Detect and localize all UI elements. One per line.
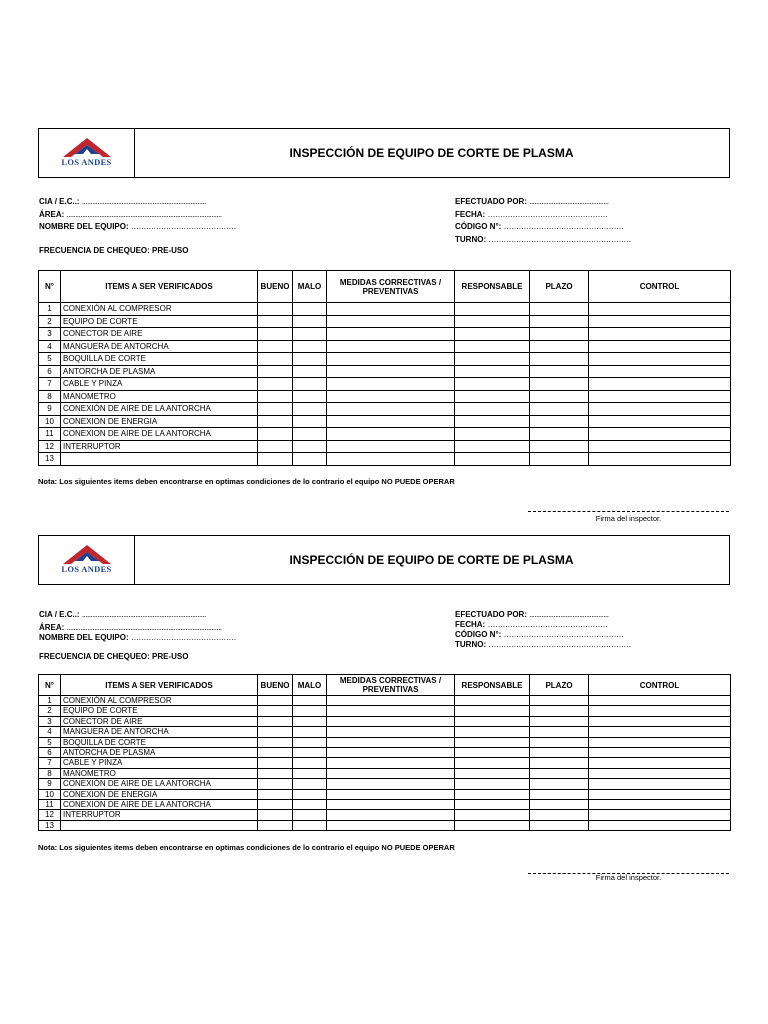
cell-control[interactable]: [589, 390, 731, 403]
cell-responsible[interactable]: [455, 328, 530, 341]
cell-bad[interactable]: [293, 453, 327, 466]
cell-deadline[interactable]: [530, 758, 589, 768]
row-item: CONEXION DE ENERGIA: [61, 789, 258, 799]
cell-responsible[interactable]: [455, 789, 530, 799]
row-number: 5: [39, 737, 61, 747]
cell-corrective-measures[interactable]: [327, 365, 455, 378]
cell-control[interactable]: [589, 315, 731, 328]
operating-note: Nota: Los siguientes items deben encontrarse en optimas condiciones de lo contrario el equipo NO PUEDE OPERAR: [38, 477, 455, 486]
cell-corrective-measures[interactable]: [327, 800, 455, 810]
row-item: INTERRUPTOR: [61, 810, 258, 820]
row-number: 3: [39, 716, 61, 726]
cell-bad[interactable]: [293, 365, 327, 378]
col-items: ITEMS A SER VERIFICADOS: [61, 271, 258, 303]
cell-deadline[interactable]: [530, 365, 589, 378]
row-item: BOQUILLA DE CORTE: [61, 737, 258, 747]
table-header-row: [39, 675, 731, 696]
table-row: [39, 800, 731, 810]
cell-responsible[interactable]: [455, 453, 530, 466]
cell-responsible[interactable]: [455, 820, 530, 830]
cell-corrective-measures[interactable]: [327, 440, 455, 453]
cell-corrective-measures[interactable]: [327, 768, 455, 778]
field-equipment-name[interactable]: NOMBRE DEL EQUIPO: ……………………………………: [39, 632, 236, 642]
row-number: 2: [39, 706, 61, 716]
cell-deadline[interactable]: [530, 340, 589, 353]
cell-corrective-measures[interactable]: [327, 390, 455, 403]
table-row: [39, 789, 731, 799]
cell-good[interactable]: [258, 758, 293, 768]
cell-deadline[interactable]: [530, 779, 589, 789]
row-item: MANOMETRO: [61, 390, 258, 403]
table-header-row: [39, 271, 731, 303]
cell-bad[interactable]: [293, 390, 327, 403]
check-frequency: FRECUENCIA DE CHEQUEO: PRE-USO: [39, 652, 189, 661]
operating-note: Nota: Los siguientes items deben encontrarse en optimas condiciones de lo contrario el equipo NO PUEDE OPERAR: [38, 843, 455, 852]
col-corrective-measures: MEDIDAS CORRECTIVAS / PREVENTIVAS: [327, 271, 455, 303]
col-bad: MALO: [293, 271, 327, 303]
cell-corrective-measures[interactable]: [327, 696, 455, 706]
row-number: 4: [39, 727, 61, 737]
row-item: CONEXIÓN DE AIRE DE LA ANTORCHA: [61, 403, 258, 416]
cell-bad[interactable]: [293, 716, 327, 726]
table-row: [39, 768, 731, 778]
cell-corrective-measures[interactable]: [327, 758, 455, 768]
row-item: CONEXIÓN DE AIRE DE LA ANTORCHA: [61, 779, 258, 789]
table-row: [39, 390, 731, 403]
cell-deadline[interactable]: [530, 727, 589, 737]
cell-good[interactable]: [258, 340, 293, 353]
cell-corrective-measures[interactable]: [327, 706, 455, 716]
logo-text: LOS ANDES: [61, 564, 112, 574]
cell-good[interactable]: [258, 378, 293, 391]
cell-deadline[interactable]: [530, 748, 589, 758]
cell-good[interactable]: [258, 353, 293, 366]
cell-deadline[interactable]: [530, 820, 589, 830]
row-number: 1: [39, 303, 61, 316]
col-corrective-measures: MEDIDAS CORRECTIVAS / PREVENTIVAS: [327, 675, 455, 696]
cell-deadline[interactable]: [530, 378, 589, 391]
field-equipment-name[interactable]: NOMBRE DEL EQUIPO: ……………………………………: [39, 222, 236, 231]
cell-responsible[interactable]: [455, 810, 530, 820]
row-item: CONEXION DE AIRE DE LA ANTORCHA: [61, 800, 258, 810]
row-item: MANOMETRO: [61, 768, 258, 778]
field-code[interactable]: CÓDIGO N°: …………………………………………: [455, 222, 624, 231]
cell-deadline[interactable]: [530, 810, 589, 820]
cell-responsible[interactable]: [455, 696, 530, 706]
cell-good[interactable]: [258, 303, 293, 316]
cell-good[interactable]: [258, 706, 293, 716]
cell-deadline[interactable]: [530, 428, 589, 441]
cell-control[interactable]: [589, 403, 731, 416]
row-number: 2: [39, 315, 61, 328]
cell-good[interactable]: [258, 737, 293, 747]
cell-deadline[interactable]: [530, 353, 589, 366]
row-number: 12: [39, 810, 61, 820]
table-row: [39, 440, 731, 453]
cell-good[interactable]: [258, 315, 293, 328]
cell-bad[interactable]: [293, 403, 327, 416]
cell-deadline[interactable]: [530, 696, 589, 706]
cell-control[interactable]: [589, 820, 731, 830]
cell-responsible[interactable]: [455, 440, 530, 453]
row-number: 6: [39, 365, 61, 378]
field-shift[interactable]: TURNO: …………………………………………………: [455, 234, 631, 244]
cell-control[interactable]: [589, 328, 731, 341]
row-number: 9: [39, 779, 61, 789]
right-info-fields: [455, 609, 631, 652]
row-item: CONEXIÓN AL COMPRESOR: [61, 696, 258, 706]
field-shift[interactable]: TURNO: …………………………………………………: [455, 640, 631, 649]
cell-responsible[interactable]: [455, 758, 530, 768]
table-row: [39, 428, 731, 441]
cell-good[interactable]: [258, 415, 293, 428]
field-area[interactable]: ÁREA: ..........................................................................................: [39, 209, 222, 219]
cell-corrective-measures[interactable]: [327, 820, 455, 830]
cell-bad[interactable]: [293, 315, 327, 328]
cell-corrective-measures[interactable]: [327, 415, 455, 428]
cell-corrective-measures[interactable]: [327, 403, 455, 416]
company-logo: [39, 536, 135, 584]
cell-good[interactable]: [258, 748, 293, 758]
row-item: INTERRUPTOR: [61, 440, 258, 453]
col-control: CONTROL: [589, 675, 731, 696]
cell-control[interactable]: [589, 716, 731, 726]
cell-bad[interactable]: [293, 810, 327, 820]
cell-corrective-measures[interactable]: [327, 789, 455, 799]
cell-bad[interactable]: [293, 706, 327, 716]
cell-good[interactable]: [258, 453, 293, 466]
cell-control[interactable]: [589, 378, 731, 391]
cell-deadline[interactable]: [530, 789, 589, 799]
cell-control[interactable]: [589, 748, 731, 758]
cell-bad[interactable]: [293, 303, 327, 316]
col-number: N°: [39, 271, 61, 303]
table-row: [39, 706, 731, 716]
col-number: N°: [39, 675, 61, 696]
cell-bad[interactable]: [293, 758, 327, 768]
cell-responsible[interactable]: [455, 779, 530, 789]
cell-responsible[interactable]: [455, 403, 530, 416]
cell-responsible[interactable]: [455, 415, 530, 428]
cell-deadline[interactable]: [530, 415, 589, 428]
cell-good[interactable]: [258, 716, 293, 726]
table-row: [39, 415, 731, 428]
cell-bad[interactable]: [293, 789, 327, 799]
cell-good[interactable]: [258, 696, 293, 706]
cell-control[interactable]: [589, 303, 731, 316]
checklist-table: [38, 674, 731, 831]
form-header: [38, 535, 730, 585]
row-item: CONEXION DE AIRE DE LA ANTORCHA: [61, 428, 258, 441]
row-number: 13: [39, 453, 61, 466]
table-row: [39, 696, 731, 706]
form-title: INSPECCIÓN DE EQUIPO DE CORTE DE PLASMA: [289, 553, 574, 567]
cell-control[interactable]: [589, 789, 731, 799]
table-row: [39, 353, 731, 366]
row-item: EQUIPO DE CORTE: [61, 315, 258, 328]
cell-corrective-measures[interactable]: [327, 353, 455, 366]
row-item: MANGUERA DE ANTORCHA: [61, 340, 258, 353]
table-row: [39, 328, 731, 341]
cell-responsible[interactable]: [455, 748, 530, 758]
table-row: [39, 716, 731, 726]
row-number: 1: [39, 696, 61, 706]
cell-good[interactable]: [258, 779, 293, 789]
cell-responsible[interactable]: [455, 737, 530, 747]
cell-control[interactable]: [589, 353, 731, 366]
cell-good[interactable]: [258, 800, 293, 810]
cell-good[interactable]: [258, 328, 293, 341]
cell-corrective-measures[interactable]: [327, 378, 455, 391]
cell-responsible[interactable]: [455, 365, 530, 378]
cell-control[interactable]: [589, 440, 731, 453]
cell-corrective-measures[interactable]: [327, 303, 455, 316]
cell-deadline[interactable]: [530, 440, 589, 453]
cell-control[interactable]: [589, 800, 731, 810]
house-logo-icon: [62, 137, 112, 159]
cell-bad[interactable]: [293, 800, 327, 810]
cell-control[interactable]: [589, 340, 731, 353]
cell-good[interactable]: [258, 403, 293, 416]
row-number: 7: [39, 758, 61, 768]
cell-bad[interactable]: [293, 328, 327, 341]
signature-label: Firma del inspector.: [595, 873, 662, 882]
cell-bad[interactable]: [293, 737, 327, 747]
cell-corrective-measures[interactable]: [327, 428, 455, 441]
cell-bad[interactable]: [293, 779, 327, 789]
form-header: [38, 128, 730, 178]
table-row: [39, 748, 731, 758]
cell-corrective-measures[interactable]: [327, 727, 455, 737]
row-number: 3: [39, 328, 61, 341]
col-good: BUENO: [258, 675, 293, 696]
table-row: [39, 727, 731, 737]
cell-deadline[interactable]: [530, 768, 589, 778]
cell-corrective-measures[interactable]: [327, 810, 455, 820]
table-row: [39, 303, 731, 316]
row-item: CABLE Y PINZA: [61, 758, 258, 768]
cell-control[interactable]: [589, 365, 731, 378]
row-item: MANGUERA DE ANTORCHA: [61, 727, 258, 737]
company-logo: [39, 129, 135, 177]
cell-responsible[interactable]: [455, 390, 530, 403]
cell-bad[interactable]: [293, 428, 327, 441]
cell-control[interactable]: [589, 415, 731, 428]
row-item: CABLE Y PINZA: [61, 378, 258, 391]
cell-corrective-measures[interactable]: [327, 340, 455, 353]
col-deadline: PLAZO: [530, 675, 589, 696]
checklist-table: [38, 270, 731, 466]
cell-good[interactable]: [258, 768, 293, 778]
cell-responsible[interactable]: [455, 315, 530, 328]
check-frequency: FRECUENCIA DE CHEQUEO: PRE-USO: [39, 246, 189, 255]
cell-responsible[interactable]: [455, 800, 530, 810]
cell-deadline[interactable]: [530, 328, 589, 341]
cell-control[interactable]: [589, 758, 731, 768]
col-responsible: RESPONSABLE: [455, 271, 530, 303]
cell-good[interactable]: [258, 365, 293, 378]
cell-bad[interactable]: [293, 696, 327, 706]
row-item: [61, 820, 258, 830]
checklist-body: [39, 303, 731, 466]
cell-control[interactable]: [589, 737, 731, 747]
row-number: 13: [39, 820, 61, 830]
cell-control[interactable]: [589, 428, 731, 441]
cell-control[interactable]: [589, 779, 731, 789]
row-number: 5: [39, 353, 61, 366]
cell-bad[interactable]: [293, 415, 327, 428]
cell-responsible[interactable]: [455, 353, 530, 366]
col-responsible: RESPONSABLE: [455, 675, 530, 696]
left-info-fields: [39, 609, 236, 644]
table-row: [39, 820, 731, 830]
row-item: CONEXIÓN AL COMPRESOR: [61, 303, 258, 316]
cell-control[interactable]: [589, 696, 731, 706]
table-row: [39, 315, 731, 328]
cell-corrective-measures[interactable]: [327, 315, 455, 328]
cell-corrective-measures[interactable]: [327, 716, 455, 726]
cell-responsible[interactable]: [455, 727, 530, 737]
cell-responsible[interactable]: [455, 428, 530, 441]
row-number: 11: [39, 800, 61, 810]
cell-good[interactable]: [258, 727, 293, 737]
table-row: [39, 737, 731, 747]
row-item: [61, 453, 258, 466]
field-code[interactable]: CÓDIGO N°: …………………………………………: [455, 630, 624, 639]
cell-deadline[interactable]: [530, 315, 589, 328]
cell-good[interactable]: [258, 440, 293, 453]
cell-corrective-measures[interactable]: [327, 453, 455, 466]
signature-label: Firma del inspector.: [595, 514, 662, 523]
cell-control[interactable]: [589, 768, 731, 778]
row-item: CONEXION DE ENERGIA: [61, 415, 258, 428]
cell-corrective-measures[interactable]: [327, 748, 455, 758]
signature-line[interactable]: [528, 511, 729, 512]
row-number: 11: [39, 428, 61, 441]
cell-deadline[interactable]: [530, 716, 589, 726]
row-number: 10: [39, 789, 61, 799]
table-row: [39, 758, 731, 768]
cell-responsible[interactable]: [455, 303, 530, 316]
logo-text: LOS ANDES: [61, 157, 112, 167]
table-row: [39, 779, 731, 789]
cell-deadline[interactable]: [530, 303, 589, 316]
checklist-body: [39, 696, 731, 831]
cell-bad[interactable]: [293, 340, 327, 353]
cell-corrective-measures[interactable]: [327, 779, 455, 789]
cell-deadline[interactable]: [530, 737, 589, 747]
col-bad: MALO: [293, 675, 327, 696]
table-row: [39, 378, 731, 391]
field-performed-by[interactable]: EFECTUADO POR: ..............................................: [455, 610, 609, 619]
field-cia[interactable]: CIA / E.C..: ........................................................................: [39, 197, 206, 206]
cell-bad[interactable]: [293, 378, 327, 391]
cell-bad[interactable]: [293, 353, 327, 366]
cell-responsible[interactable]: [455, 716, 530, 726]
cell-bad[interactable]: [293, 748, 327, 758]
table-row: [39, 810, 731, 820]
cell-bad[interactable]: [293, 768, 327, 778]
table-row: [39, 403, 731, 416]
row-item: ANTORCHA DE PLASMA: [61, 365, 258, 378]
row-number: 7: [39, 378, 61, 391]
table-row: [39, 453, 731, 466]
col-items: ITEMS A SER VERIFICADOS: [61, 675, 258, 696]
cell-responsible[interactable]: [455, 340, 530, 353]
cell-control[interactable]: [589, 810, 731, 820]
field-date[interactable]: FECHA: …………………………………………: [455, 209, 608, 219]
row-item: EQUIPO DE CORTE: [61, 706, 258, 716]
cell-deadline[interactable]: [530, 706, 589, 716]
row-number: 10: [39, 415, 61, 428]
cell-good[interactable]: [258, 390, 293, 403]
table-row: [39, 365, 731, 378]
cell-deadline[interactable]: [530, 390, 589, 403]
row-number: 4: [39, 340, 61, 353]
cell-bad[interactable]: [293, 727, 327, 737]
cell-deadline[interactable]: [530, 800, 589, 810]
field-cia[interactable]: CIA / E.C..: ........................................................................: [39, 610, 206, 619]
row-number: 12: [39, 440, 61, 453]
field-performed-by[interactable]: EFECTUADO POR: ..............................................: [455, 197, 609, 206]
right-info-fields: [455, 196, 631, 246]
col-good: BUENO: [258, 271, 293, 303]
cell-bad[interactable]: [293, 440, 327, 453]
col-deadline: PLAZO: [530, 271, 589, 303]
row-number: 6: [39, 748, 61, 758]
row-item: ANTORCHA DE PLASMA: [61, 748, 258, 758]
cell-deadline[interactable]: [530, 403, 589, 416]
col-control: CONTROL: [589, 271, 731, 303]
row-item: CONECTOR DE AIRE: [61, 328, 258, 341]
cell-control[interactable]: [589, 706, 731, 716]
cell-good[interactable]: [258, 428, 293, 441]
cell-good[interactable]: [258, 789, 293, 799]
cell-responsible[interactable]: [455, 378, 530, 391]
left-info-fields: [39, 196, 236, 234]
cell-control[interactable]: [589, 727, 731, 737]
field-date[interactable]: FECHA: …………………………………………: [455, 620, 608, 629]
row-item: BOQUILLA DE CORTE: [61, 353, 258, 366]
cell-good[interactable]: [258, 820, 293, 830]
cell-responsible[interactable]: [455, 768, 530, 778]
cell-bad[interactable]: [293, 820, 327, 830]
table-row: [39, 340, 731, 353]
row-item: CONECTOR DE AIRE: [61, 716, 258, 726]
cell-corrective-measures[interactable]: [327, 328, 455, 341]
house-logo-icon: [62, 544, 112, 566]
row-number: 8: [39, 390, 61, 403]
cell-control[interactable]: [589, 453, 731, 466]
field-area[interactable]: ÁREA: ..........................................................................................: [39, 622, 222, 632]
cell-responsible[interactable]: [455, 706, 530, 716]
cell-corrective-measures[interactable]: [327, 737, 455, 747]
row-number: 8: [39, 768, 61, 778]
row-number: 9: [39, 403, 61, 416]
cell-deadline[interactable]: [530, 453, 589, 466]
form-title: INSPECCIÓN DE EQUIPO DE CORTE DE PLASMA: [289, 146, 574, 160]
cell-good[interactable]: [258, 810, 293, 820]
